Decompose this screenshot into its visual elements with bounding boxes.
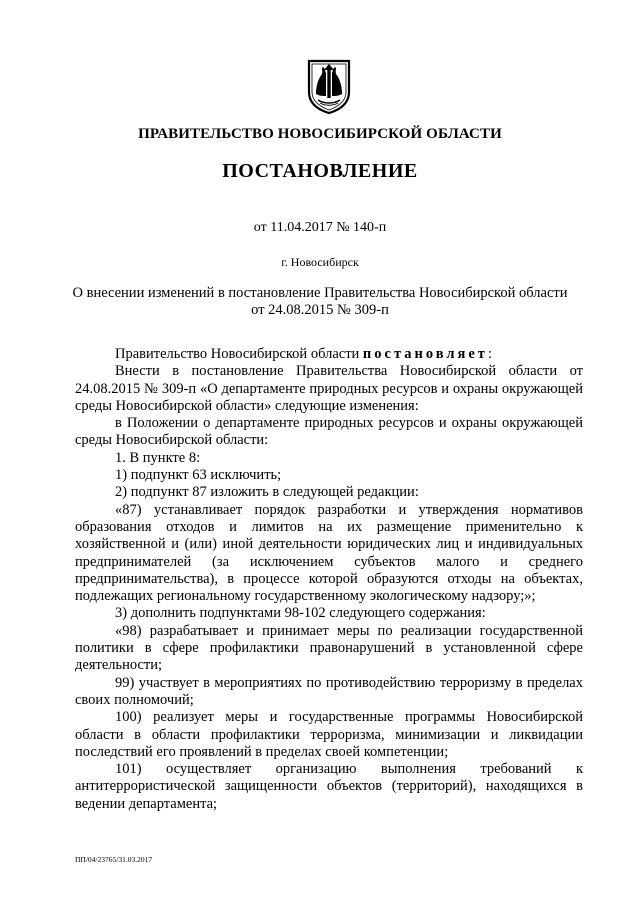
paragraph: Внести в постановление Правительства Новосибирской области от 24.08.2015 № 309-п «О департаменте природных ресурсов и охраны окружающей среды Новосибирской области» следующие изменения: (75, 363, 583, 414)
paragraph: 101) осуществляет организацию выполнения требований к антитеррористической защищенности объектов (территорий), находящихся в ведении департамента; (75, 761, 583, 812)
preamble (75, 346, 583, 363)
preamble-text: Правительство Новосибирской области (115, 346, 363, 362)
preamble-keyword: постановляет (362, 346, 488, 362)
document-subject (0, 285, 640, 319)
footer-code: ПП/04/23765/31.03.2017 (75, 855, 153, 864)
paragraph: 1. В пункте 8: (115, 449, 201, 466)
document-type: ПОСТАНОВЛЕНИЕ (222, 160, 418, 182)
city: г. Новосибирск (281, 255, 359, 269)
paragraph: «87) устанавливает порядок разработки и утверждения нормативов образования отходов и лимитов на их размещение применительно к хозяйственной и (или) иной деятельности юридических лиц и индивидуальных предпринимателей (за исключением субъектов малого и среднего предпринимательства), в процессе которой образуются отходы на объектах, подлежащих региональному государственному экологическому надзору;»; (75, 501, 583, 605)
paragraph: 3) дополнить подпунктами 98-102 следующего содержания: (115, 605, 486, 622)
subject-line: от 24.08.2015 № 309-п (251, 302, 389, 318)
paragraph: 2) подпункт 87 изложить в следующей редакции: (115, 484, 419, 501)
coat-of-arms-icon (306, 58, 352, 114)
date-number: от 11.04.2017 № 140-п (253, 220, 387, 235)
document-body (75, 346, 583, 813)
preamble-end: : (487, 346, 492, 362)
paragraph: 1) подпункт 63 исключить; (115, 467, 282, 484)
paragraph: «98) разрабатывает и принимает меры по реализации государственной политики в сфере профилактики правонарушений в установленной сфере деятельности; (75, 622, 583, 674)
paragraph: в Положении о департаменте природных ресурсов и охраны окружающей среды Новосибирской области: (75, 415, 583, 449)
organization-title: ПРАВИТЕЛЬСТВО НОВОСИБИРСКОЙ ОБЛАСТИ (138, 126, 502, 142)
paragraph: 100) реализует меры и государственные программы Новосибирской области в области профилактики терроризма, минимизации и ликвидации последствий его проявлений в пределах своей компетенции; (75, 709, 583, 760)
subject-line: О внесении изменений в постановление Правительства Новосибирской области (72, 285, 568, 301)
paragraph: 99) участвует в мероприятиях по противодействию терроризму в пределах своих полномочий; (75, 674, 583, 708)
